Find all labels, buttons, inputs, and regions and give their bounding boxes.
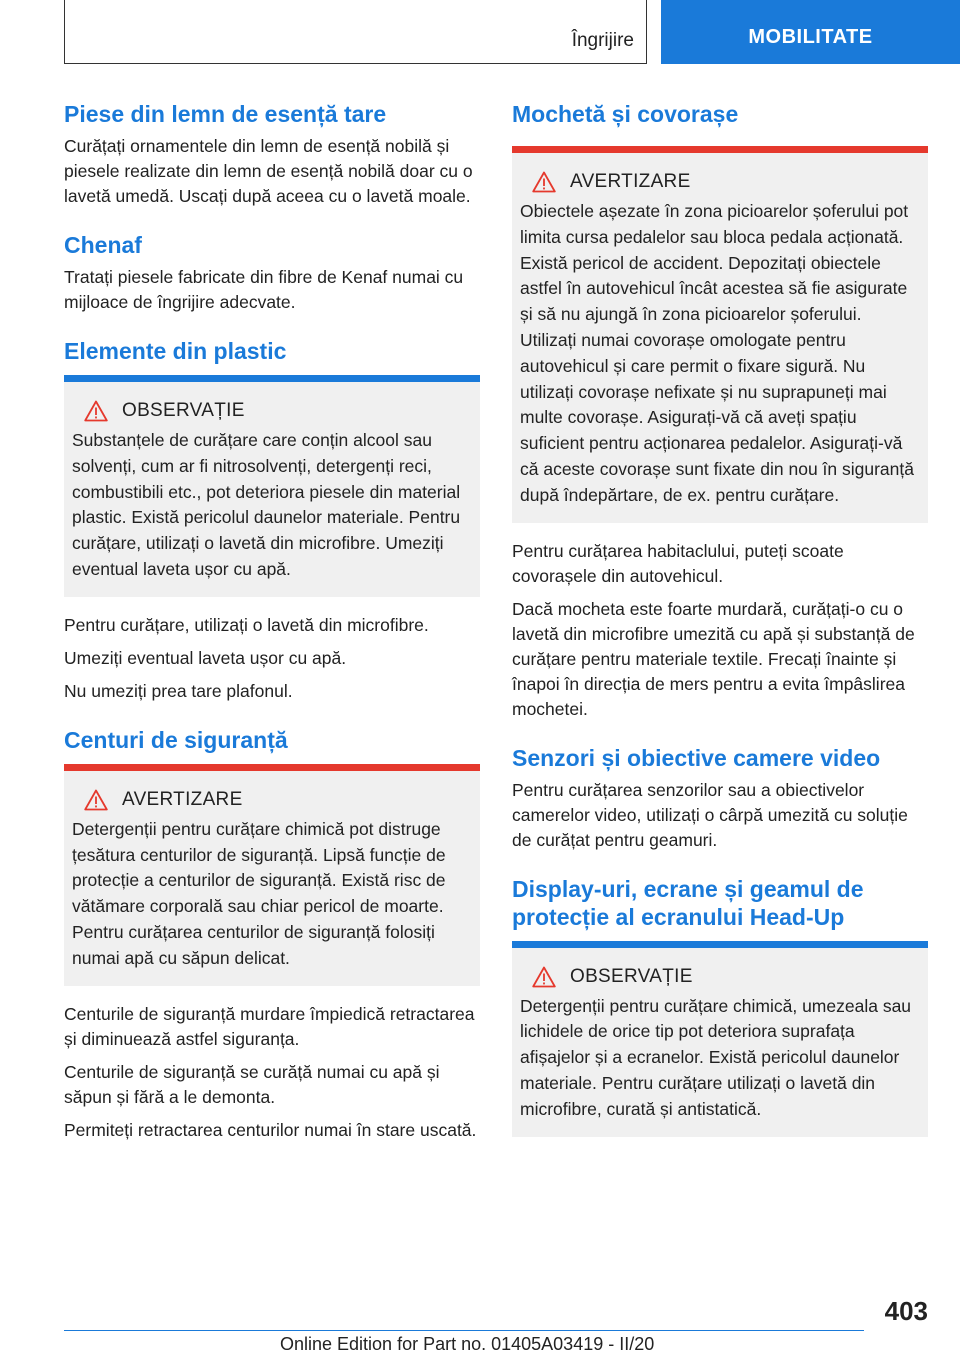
warning-text: Detergenții pentru curățare chimică pot distruge țesătura centurilor de siguranță. Lipsă funcție de protecție a centurilor de siguranță. Există risc de vătămare corporală sau chiar pericol de moarte. Pentru curățarea centurilor de siguranță folosiți numai apă cu săpun delicat. <box>72 818 446 968</box>
footer-divider <box>64 1330 864 1331</box>
heading-display: Display-uri, ecrane și geamul de protecție al ecranului Head-Up <box>512 875 864 930</box>
notice-title: OBSERVAȚIE <box>570 965 693 987</box>
section-title: Îngrijire <box>571 30 634 51</box>
heading-carpet: Mochetă și covorașe <box>512 101 739 127</box>
paragraph-belts-2: Centurile de siguranță se curăță numai cu apă și săpun și fără a le demonta. <box>64 1061 440 1107</box>
paragraph-belts-3: Permiteți retractarea centurilor numai în stare uscată. <box>64 1119 477 1140</box>
notice-text: Detergenții pentru curățare chimică, umezeala sau lichidele de orice tip pot deteriora suprafața afișajelor și a ecranelor. Există pericolul daunelor materiale. Pentru curățare utilizați o lavetă din microfibre, curată și antistatică. <box>520 995 912 1119</box>
warning-triangle-icon <box>84 400 108 422</box>
paragraph-plastic-1: Pentru curățare, utilizați o lavetă din microfibre. <box>64 614 429 635</box>
warning-box-carpet <box>512 146 928 523</box>
paragraph-belts-1: Centurile de siguranță murdare împiedică retractarea și diminuează astfel siguranța. <box>64 1003 475 1049</box>
heading-kenaf: Chenaf <box>64 232 142 258</box>
notice-title: OBSERVAȚIE <box>122 400 245 421</box>
warning-title: AVERTIZARE <box>122 788 243 810</box>
header-frame <box>64 0 647 64</box>
paragraph-plastic-2: Umeziți eventual laveta ușor cu apă. <box>64 647 347 668</box>
heading-plastic: Elemente din plastic <box>64 338 287 364</box>
warning-triangle-icon <box>84 789 108 811</box>
warning-box-belts <box>64 764 480 986</box>
chapter-tab <box>661 0 960 64</box>
warning-title: AVERTIZARE <box>570 171 691 192</box>
paragraph-carpet-1: Pentru curățarea habitaclului, puteți scoate covorașele din autovehicul. <box>512 540 844 586</box>
heading-belts: Centuri de siguranță <box>64 726 288 753</box>
warning-triangle-icon <box>532 171 556 193</box>
heading-wood: Piese din lemn de esență tare <box>64 101 387 127</box>
paragraph-sensors: Pentru curățarea senzorilor sau a obiectivelor camerelor video, utilizați o cârpă umezită cu soluție de curățat pentru geamuri. <box>512 779 908 850</box>
chapter-title: MOBILITATE <box>748 25 873 48</box>
paragraph-wood: Curățați ornamentele din lemn de esență nobilă și piesele realizate din lemn de esență nobilă doar cu o lavetă umedă. Uscați după aceea cu o lavetă moale. <box>64 136 473 206</box>
heading-sensors: Senzori și obiective camere video <box>512 744 881 771</box>
right-column <box>512 100 928 1153</box>
notice-box-display <box>512 941 928 1137</box>
paragraph-plastic-3: Nu umeziți prea tare plafonul. <box>64 680 293 701</box>
notice-box-plastic <box>64 375 480 597</box>
warning-triangle-icon <box>532 966 556 988</box>
left-column <box>64 100 480 1151</box>
notice-text: Substanțele de curățare care conțin alcool sau solvenți, cum ar fi nitrosolvenți, detergenți reci, combustibili etc., pot deteriora piesele din material plastic. Există pericolul daunelor materiale. Pentru curățare, utilizați o lavetă din microfibre. Umeziți eventual laveta ușor cu apă. <box>72 430 461 579</box>
paragraph-kenaf: Tratați piesele fabricate din fibre de Kenaf numai cu mijloace de îngrijire adecvate. <box>64 267 464 312</box>
page-number: 403 <box>884 1296 928 1326</box>
paragraph-carpet-2: Dacă mocheta este foarte murdară, curățați-o cu o lavetă din microfibre umezită cu apă și substanță de curățare pentru materiale textile. Frecați înainte și înapoi în direcția de mers pentru a evita împâslirea mochetei. <box>512 598 915 719</box>
warning-text: Obiectele așezate în zona picioarelor șoferului pot limita cursa pedalelor sau bloca pedala acționată. Există pericol de accident. Depozitați obiectele astfel în autovehicul încât acestea să fie asigurate și să nu ajungă în zona picioarelor șoferului. Utilizați numai covorașe omologate pentru autovehicul și care permit o fixare sigură. Nu utilizați covorașe nefixate și nu suprapuneți mai multe covorașe. Asigurați-vă că aveți spațiu suficient pentru acționarea pedalelor. Asigurați-vă că aceste covorașe sunt fixate din nou în siguranță după îndepărtare, de ex. pentru curățare. <box>520 201 914 505</box>
footer-edition: Online Edition for Part no. 01405A03419 - II/20 <box>280 1334 655 1354</box>
